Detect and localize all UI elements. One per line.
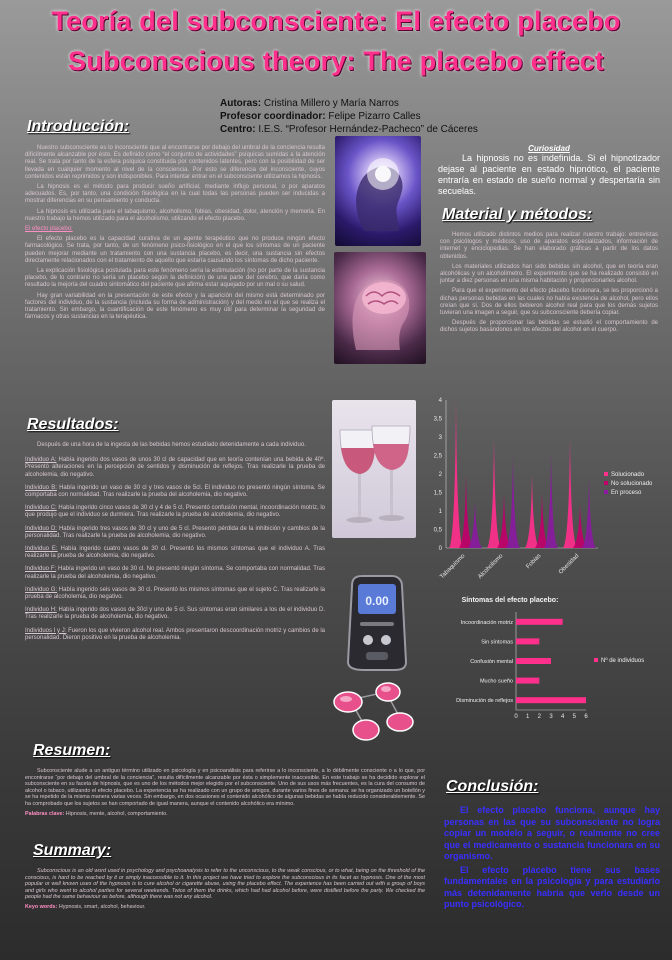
bar (516, 678, 539, 684)
resultado-label: Individuo B: (25, 484, 57, 491)
summary-text: Subconscious is an old word used in psychology and psychoanalysis to refer to the unconscious, to the weak conscious, or to what, being on the threshold of the conscious, is hard to be reached by it or simply inaccessible to it. In this project we have tried to explore the subconscious in its facet as hypnosis. One of the most popular or well known uses of the hypnosis is to cure alcohol or cigarette abuse, using the placebo effect. The experience has been carried out with a group of boys and girls who went to alcohol parties for several weekends. Twice of them the drinks, which had had alcohol before, were distilled before the party. We checked the people had the same behaviour as before, although there was not any alcohol. (25, 868, 425, 901)
legend-label: Nº de individuos (601, 658, 645, 664)
conclusion-body (444, 805, 660, 913)
breathalyzer-photo (334, 570, 420, 674)
resumen-body (25, 768, 425, 820)
summary-body (25, 868, 425, 914)
resultado-text: Había ingerido seis vasos de 30 cl. Presentó los mismos síntomas que el sujeto C. Tras realizarle la prueba de alcoholemia, dio negativo. (25, 586, 326, 601)
resultado-text: Había ingerido un vaso de 30 cl. No presentó ningún síntoma. Se comportaba con normalidad. Tras realizarle la prueba del alcoholemia, dio negativo. (25, 566, 325, 580)
section-material: Material y métodos: (442, 206, 593, 223)
breathalyzer-display: 0.00 (365, 594, 389, 608)
series-spike (459, 474, 473, 548)
series-spike (487, 437, 501, 548)
legend-label: Solucionado (611, 472, 645, 478)
resultado-text: Fueron los que vivieron alcohol real. Ambos presentaron descoordinación motriz y cambios de la personalidad. Dieron positivo en la prueba de alcoholemia. (25, 627, 326, 641)
y-tick-label: Incoordinación motriz (460, 619, 513, 626)
resultado-label: Individuo A: (25, 457, 57, 464)
bar (516, 619, 563, 625)
resultado-item (25, 607, 325, 621)
resultado-text: Había ingerido cuatro vasos de 30 cl. Presentó los mismos síntomas que el individuo A. Tras realizarle la prueba de alcoholemia, dio negativo. (25, 546, 326, 560)
legend-swatch (604, 490, 608, 494)
section-conclusion: Conclusión: (446, 778, 539, 795)
resultado-label: Individuo C: (25, 505, 57, 512)
chart-sintomas (422, 592, 666, 728)
conclusion-p1: El efecto placebo funciona, aunque hay personas en las que su subconsciente no logra copiar un modelo a seguir, o realmente no cree que el medicamento o sustancia funcionara en su organismo. (444, 805, 660, 861)
intro-p4: El efecto placebo es la capacidad curativa de un agente terapéutico que no produce ningún efecto farmacológico. Se trata, por tanto, de un fenómeno psico-fisiológico en el que los síntomas de un paciente pueden mejorar mediante un tratamiento con una sustancia placebo, es decir, una sustancia sin efectos directamente relacionados con el tratamiento de aquello que estaría causando los síntomas de dicho paciente. (25, 236, 325, 264)
resultado-label: Individuo D: (25, 525, 57, 532)
y-tick-label: Sin síntomas (481, 639, 513, 646)
series-spike (582, 478, 596, 548)
resultado-item (25, 505, 325, 519)
authors-block (220, 97, 478, 136)
resultado-item (25, 587, 325, 601)
chart-title: Síntomas del efecto placebo: (461, 597, 559, 604)
resultado-label: Individuos I y J: (25, 627, 67, 634)
material-p1: Hemos utilizado distintos medios para realizar nuestro trabajo: entrevistas con psicólogos y médicos, uso de aparatos especializados, información de internet y enciclopedias. Se han elaborado gráficas a partir de los datos obtenidos. (440, 232, 658, 260)
resultado-label: Individuo G: (25, 586, 58, 593)
material-p2: Los materiales utilizados han sido bebidas sin alcohol, que en teoría eran alcohólicas y un alcoholímetro. El experimento que se ha realizado consistió en juntar a diez personas en una misma habitación y proporcionarles alcohol. (440, 263, 658, 285)
intro-body (25, 145, 325, 324)
material-p4: Después de proporcionar las bebidas se estudió el comportamiento de dichos sujetos basándonos en los efectos del alcohol en el cuerpo. (440, 320, 658, 334)
title-en: Subconscious theory: The placebo effect (68, 46, 604, 76)
pink-pills-photo (326, 678, 420, 746)
material-body (440, 232, 658, 338)
x-tick-label: 4 (560, 714, 565, 720)
resultado-label: Individuo F: (25, 566, 57, 573)
curiosidad-block (438, 144, 660, 197)
resultado-item (25, 628, 325, 642)
curiosidad-text: La hipnosis no es indefinida. Si el hipnotizador dejase al paciente en estado hipnótico, el paciente entraría en estado de sueño normal y despertaría sin secuelas. (438, 153, 660, 196)
bar (516, 658, 551, 664)
series-spike (506, 456, 520, 549)
wine-glasses-photo (332, 400, 416, 538)
breathalyzer-icon (334, 570, 420, 674)
y-tick-label: 4 (438, 398, 442, 404)
bar (516, 638, 539, 644)
y-tick-label: 3 (438, 435, 442, 441)
y-tick-label: 1,5 (433, 490, 442, 497)
x-tick-label: 3 (549, 714, 553, 720)
legend-swatch (594, 658, 598, 662)
material-p3: Para que el experimento del efecto placebo funcionara, se les proporcionó a dichas personas bebidas en las cuales no había existencia de alcohol, pero ellos creían que sí. Dos de ellos bebieron alcohol real para que los demás sujetos tuvieran una imagen a seguir, que su subconsciente debería copiar. (440, 288, 658, 317)
series-spike (563, 437, 577, 548)
summary-keywords-label: Keyo words: (25, 903, 58, 910)
x-tick-label: Tabaquismo (439, 553, 467, 581)
intro-p6: Hay gran variabilidad en la presentación de este efecto y la aparición del mismo está determinado por factores del individuo, de la sustancia (incluida su forma de administración) y del medio en el que se realiza el tratamiento. Sin embargo, la cuantificación de este fenómeno es muy útil para determinar la seguridad de fármacos y otras sustancias en la terapéutica. (25, 292, 325, 321)
y-tick-label: 2,5 (433, 453, 442, 460)
series-spike (449, 400, 463, 548)
x-tick-label: 0 (514, 714, 518, 720)
y-tick-label: Confusión mental (470, 659, 513, 665)
y-tick-label: 1 (438, 509, 442, 515)
summary-keywords: Hypnosis, smart, alcohol, behaviour. (57, 903, 146, 910)
y-tick-label: 2 (438, 472, 442, 478)
pink-pills-icon (326, 678, 420, 746)
resultado-label: Individuo E: (25, 546, 58, 553)
resultado-text: Había ingerido un vaso de 30 cl y tres vasos de 5cl. El individuo no presentó ningún síntoma. Se comportaba con normalidad. Tras realizarle la prueba del alcoholemia, dio negativo. (25, 484, 326, 499)
y-tick-label: Disminución de reflejos (456, 698, 513, 705)
resultado-text: Había ingerido tres vasos de 30 cl y uno de 5 cl. Presentó pérdida de la inhibición y cambios de la personalidad. Tras realizarle la prueba de alcoholemia, dio negativo. (25, 525, 325, 539)
intro-p2: La hipnosis es el método para producir sueño artificial, mediante influjo personal, o por aparatos adecuados. Es, por tanto, una condición fisiológica en la cual todas las personas pueden ser inducidas a mostrar diferencias en su pensamiento y conducta. (25, 184, 325, 205)
x-tick-label: 2 (537, 714, 542, 720)
resultado-label: Individuo H: (25, 607, 57, 614)
series-spike (544, 452, 558, 548)
intro-p3: La hipnosis es utilizada para el tabaquismo, alcoholismo, fobias, obesidad, dolor, atención y memoria. En nuestro trabajo la hemos utilizado para el alcoholismo, utilizando el efecto placebo. (25, 208, 325, 222)
resultado-text: Había ingerido dos vasos de unos 30 cl de capacidad que en teoría contenían una bebida de 40º. Presentó alteraciones en la percepción de sentidos y disminución de reflejos. Tras realizarle la prueba de alcoholemia, dio negativo. (25, 457, 325, 478)
resultado-item (25, 546, 325, 560)
y-tick-label: 0 (438, 546, 442, 552)
x-tick-label: Obesidad (558, 553, 581, 576)
resultado-item (25, 526, 325, 540)
intro-p1: Nuestro subconsciente es lo inconsciente que al encontrarse por debajo del umbral de la conciencia resulta difícilmente alcanzable por ésto. Es definido como “el conjunto de actividades” psíquicas sumidas a la atención real. Se trata por tanto de la esfera psíquica constituida por contenidos latentes, pero con la posibilidad de ser llevada en cualquier momento al nivel de la consciencia. Por esto se diferencia del inconsciente, cuyos contenidos están reprimidos y son indisponibles. Para intentar entrar en el subconsciente utilizamos la hipnosis. (25, 145, 325, 180)
x-tick-label: 1 (525, 714, 530, 720)
series-spike (525, 474, 539, 548)
curiosidad-label: Curiosidad (528, 144, 570, 153)
authors-value: Cristina Millero y María Narros (263, 98, 399, 109)
resultado-item (25, 457, 325, 479)
resumen-keywords-label: Palabras clave: (25, 810, 65, 817)
pink-brain-icon (334, 252, 426, 364)
bar (516, 697, 586, 703)
x-tick-label: Fobias (525, 553, 543, 571)
section-resultados: Resultados: (27, 416, 119, 433)
placebo-label: El efecto placebo: (25, 226, 73, 233)
wine-glasses-icon (332, 400, 416, 538)
y-tick-label: Mucho sueño (479, 678, 513, 685)
legend-label: No solucionado (611, 481, 653, 487)
resultado-text: Había ingerido dos vasos de 30cl y uno de 5 cl. Sus síntomas eran similares a los de el individuo D. Tras realizarle la prueba de alcoholemia, dio negativo. (25, 607, 326, 621)
brain-head-icon (335, 136, 421, 246)
resultados-intro: Después de una hora de la ingesta de las bebidas hemos estudiado detenidamente a cada individuo. (37, 442, 306, 448)
brain-head-photo (335, 136, 421, 246)
x-tick-label: 6 (584, 714, 588, 720)
center-value: I.E.S. “Profesor Hernández-Pacheco” de Cáceres (258, 124, 478, 135)
resultado-text: Había ingerido cinco vasos de 30 cl y 4 de 5 cl. Presentó confusión mental, incoordinación motriz, lo que produjo que el individuo se durmiera. Tras realizarle la prueba de alcoholemia, dio negativo. (25, 505, 326, 519)
resultado-item (25, 566, 325, 580)
y-tick-label: 0,5 (433, 527, 442, 534)
intro-p5: La explicación fisiológica postulada para este fenómeno sería la estimulación (no por parte de la sustancia placebo, de lo contrario no sería un placebo según la definición) de una parte del cerebro, que daría como resultado la mejoría del cuadro sintomático del paciente que afirma estar aquejado por un mal o su salud. (25, 268, 325, 289)
pink-brain-photo (334, 252, 426, 364)
section-intro: Introducción: (27, 118, 130, 135)
x-tick-label: 5 (572, 714, 577, 720)
section-summary: Summary: (33, 842, 112, 859)
legend-swatch (604, 472, 608, 476)
legend-label: En proceso (611, 490, 642, 496)
y-tick-label: 3,5 (433, 416, 442, 423)
authors-label: Autoras: (220, 98, 262, 109)
section-resumen: Resumen: (33, 742, 111, 759)
resumen-text: Subconsciente alude a un antiguo término utilizado en psicología y en psicoanálisis para referirse a lo inconsciente, a lo débilmente consciente o a lo que, por encontrarse “por debajo del umbral de la conciencia”, resulta difícilmente alcanzable por ésta o simplemente inaccesible. En este trabajo se ha decidido explorar el subconsciente en su faceta de hipnosis, que es uno de los métodos mejor elegido por el subconsciente. Uno de sus usos más frecuentes, es la cura del consumo de alcohol o tabaco, utilizando el efecto placebo. La experiencia se ha realizado con un grupo de amigos, durante varios fines de semana: se ha organizado un botellón y se ha repetido de la misma manera varias veces. Sin embargo, en dos ocasiones el contenido alcohólico de algunas bebidas se había reducido considerablemente. Se ha comprobado que los sujetos se han comportado de igual manera, aunque el contenido alcohólico era mínimo. (25, 768, 425, 807)
resultado-item (25, 485, 325, 499)
coordinator-value: Felipe Pizarro Calles (328, 111, 421, 122)
coordinator-label: Profesor coordinador: (220, 111, 326, 122)
conclusion-p2: El efecto placebo tiene sus bases fundamentales en la psicología y para estudiarlo más detenidamente habría que verlo desde un punto psicológico. (444, 864, 660, 909)
resumen-keywords: Hipnosis, mente, alcohol, comportamiento. (64, 810, 168, 817)
x-tick-label: Alcoholismo (477, 553, 505, 581)
title-es: Teoría del subconsciente: El efecto placebo (51, 6, 621, 36)
legend-swatch (604, 481, 608, 485)
resultados-body (25, 442, 325, 648)
center-label: Centro: (220, 124, 256, 135)
chart-solucion (422, 388, 666, 588)
